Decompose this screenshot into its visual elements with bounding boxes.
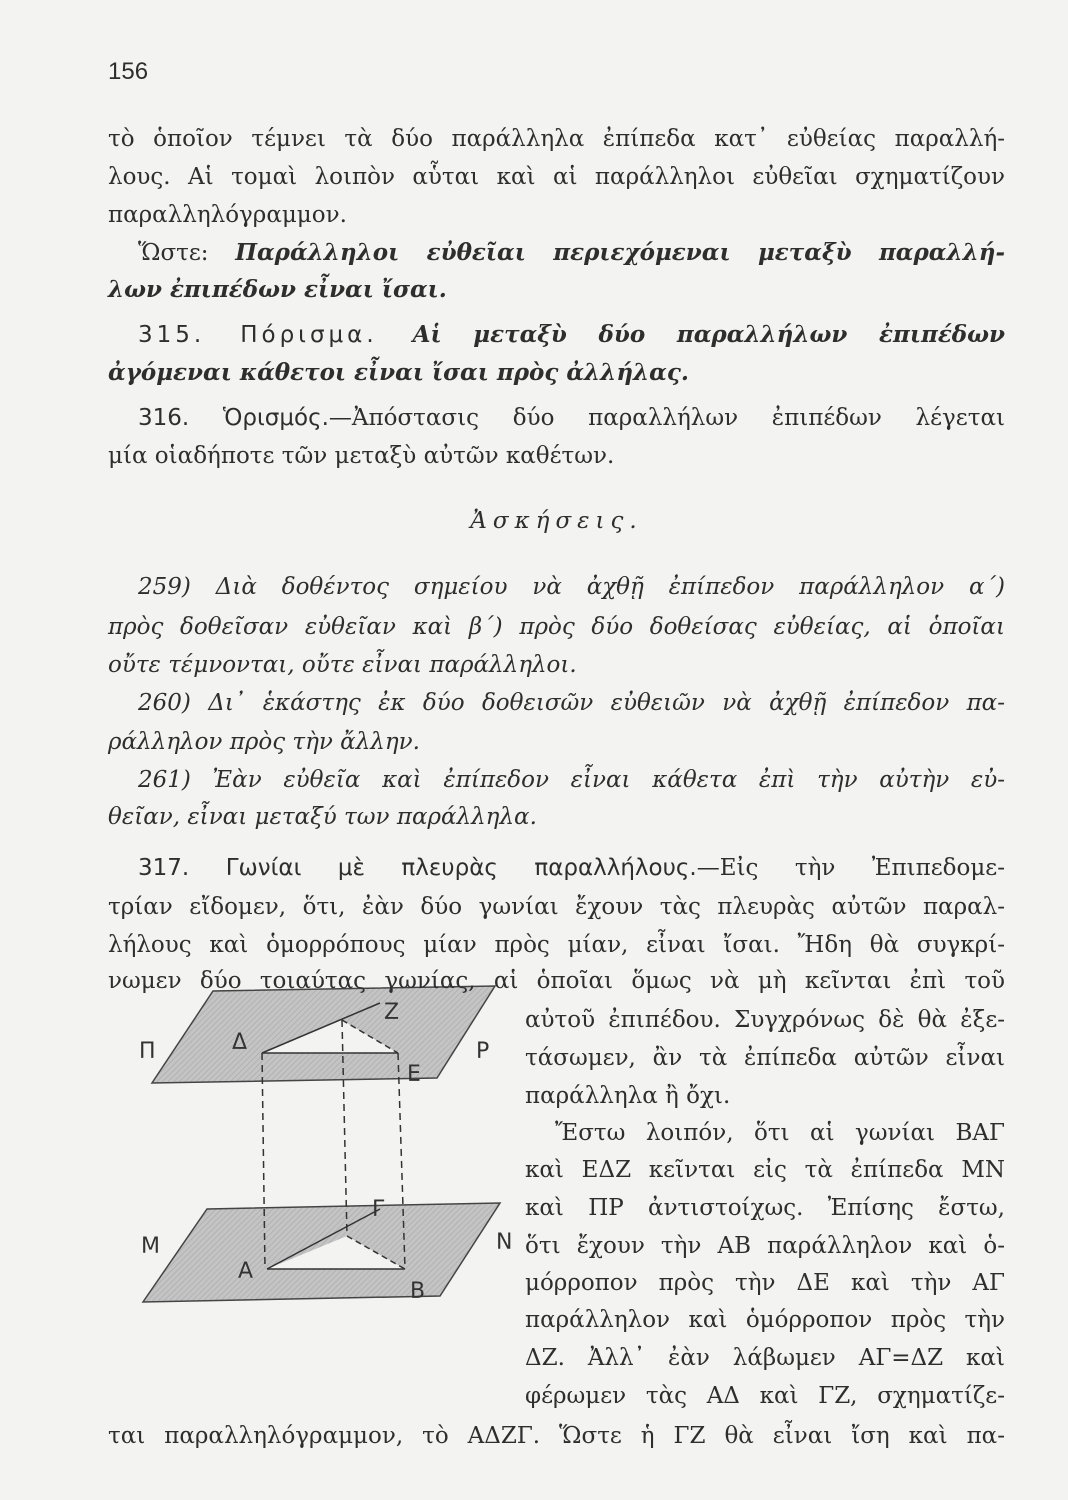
- corollary-text: Αἱ μεταξὺ δύο παραλλήλων ἐπιπέδων: [412, 321, 1006, 348]
- label-pi: Π: [139, 1039, 156, 1064]
- exercise-260: 260) Δι᾽ ἑκάστης ἐκ δύο δοθεισῶν εὐθειῶν νὰ ἀχθῇ ἐπίπεδον πα-: [138, 690, 1005, 716]
- text-line: καὶ ΠΡ ἀντιστοίχως. Ἐπίσης ἔστω,: [525, 1195, 1005, 1221]
- exercises-heading: Ἀσκήσεις.: [470, 508, 643, 534]
- label-nu: Ν: [496, 1230, 513, 1255]
- text-line: τὸ ὁποῖον τέμνει τὰ δύο παράλληλα ἐπίπεδα κατ᾽ εὐθείας παραλλή-: [108, 126, 1005, 152]
- corollary-text: ἀγόμεναι κάθετοι εἶναι ἴσαι πρὸς ἀλλήλας.: [108, 359, 689, 386]
- section-heading: 317. Γωνίαι μὲ πλευρὰς παραλλήλους.: [138, 855, 697, 881]
- label-mu: Μ: [141, 1234, 160, 1259]
- text-line: μόρροπον πρὸς τὴν ΔΕ καὶ τὴν ΑΓ: [525, 1270, 1005, 1296]
- text-line: λους. Αἱ τομαὶ λοιπὸν αὗται καὶ αἱ παράλληλοι εὐθεῖαι σχηματίζουν: [108, 164, 1005, 190]
- page-number: 156: [108, 58, 149, 85]
- exercise-line: πρὸς δοθεῖσαν εὐθεῖαν καὶ β΄) πρὸς δύο δοθείσας εὐθείας, αἱ ὁποῖαι: [108, 614, 1005, 640]
- text-line: φέρωμεν τὰς ΑΔ καὶ ΓΖ, σχηματίζε-: [525, 1383, 1005, 1409]
- section-heading: 316. Ὁρισμός.: [138, 405, 329, 431]
- label-epsilon: Ε: [407, 1062, 421, 1087]
- exercise-line: ράλληλον πρὸς τὴν ἄλλην.: [108, 729, 420, 755]
- exercise-line: θεῖαν, εἶναι μεταξύ των παράλληλα.: [108, 804, 537, 830]
- text-line: νωμεν δύο τοιαύτας γωνίας, αἱ ὁποῖαι ὅμως νὰ μὴ κεῖνται ἐπὶ τοῦ: [108, 968, 1005, 994]
- exercise-line: οὔτε τέμνονται, οὔτε εἶναι παράλληλοι.: [108, 652, 577, 678]
- section-text: —Εἰς τὴν Ἐπιπεδομε-: [696, 855, 1005, 881]
- text-line: παράλληλα ἢ ὄχι.: [525, 1083, 731, 1109]
- conclusion-line: [108, 238, 1005, 268]
- exercise-261: 261) Ἐὰν εὐθεῖα καὶ ἐπίπεδον εἶναι κάθετα ἐπὶ τὴν αὐτὴν εὐ-: [138, 767, 1005, 793]
- text-line: τάσωμεν, ἂν τὰ ἐπίπεδα αὐτῶν εἶναι: [525, 1045, 1005, 1071]
- text-line: τρίαν εἴδομεν, ὅτι, ἐὰν δύο γωνίαι ἔχουν τὰς πλευρὰς αὐτῶν παραλ-: [108, 894, 1005, 920]
- text-line: μία οἱαδήποτε τῶν μεταξὺ αὐτῶν καθέτων.: [108, 443, 615, 469]
- label-gamma: Γ: [372, 1197, 385, 1222]
- section-317: [108, 853, 1005, 883]
- theorem-text: Παράλληλοι εὐθεῖαι περιεχόμεναι μεταξὺ παραλλή-: [235, 239, 1006, 266]
- text-line: λήλους καὶ ὁμορρόπους μίαν πρὸς μίαν, εἶναι ἴσαι. Ἤδη θὰ συγκρί-: [108, 932, 1005, 958]
- text-line: αὐτοῦ ἐπιπέδου. Συγχρόνως δὲ θὰ ἐξε-: [525, 1007, 1005, 1033]
- text-line: ΔΖ. Ἀλλ᾽ ἐὰν λάβωμεν ΑΓ=ΔΖ καὶ: [525, 1345, 1005, 1371]
- text-line: Ἔστω λοιπόν, ὅτι αἱ γωνίαι ΒΑΓ: [555, 1120, 1005, 1146]
- text-line: καὶ ΕΔΖ κεῖνται εἰς τὰ ἐπίπεδα ΜΝ: [525, 1157, 1005, 1183]
- corollary-315: [108, 320, 1005, 350]
- exercise-259: 259) Διὰ δοθέντος σημείου νὰ ἀχθῇ ἐπίπεδον παράλληλον α΄): [138, 574, 1005, 600]
- text-line: ὅτι ἔχουν τὴν ΑΒ παράλληλον καὶ ὁ-: [525, 1233, 1005, 1259]
- definition-316: [108, 403, 1005, 433]
- label-zeta: Ζ: [384, 1000, 400, 1025]
- conclusion-label: Ὥστε:: [138, 240, 236, 266]
- theorem-text: λων ἐπιπέδων εἶναι ἴσαι.: [108, 276, 447, 303]
- definition-text: —Ἀπόστασις δύο παραλλήλων ἐπιπέδων λέγεται: [328, 405, 1005, 431]
- label-beta: Β: [410, 1279, 426, 1304]
- label-delta: Δ: [232, 1030, 248, 1055]
- text-line: παράλληλον καὶ ὁμόρροπον πρὸς τὴν: [525, 1307, 1005, 1333]
- label-rho: Ρ: [476, 1039, 490, 1064]
- text-line: ται παραλληλόγραμμον, τὸ ΑΔΖΓ. Ὥστε ἡ ΓΖ θὰ εἶναι ἴση καὶ πα-: [108, 1423, 1005, 1449]
- label-alpha: Α: [238, 1259, 254, 1284]
- text-line: παραλληλόγραμμον.: [108, 202, 347, 228]
- section-heading: 315. Πόρισμα.: [138, 322, 413, 348]
